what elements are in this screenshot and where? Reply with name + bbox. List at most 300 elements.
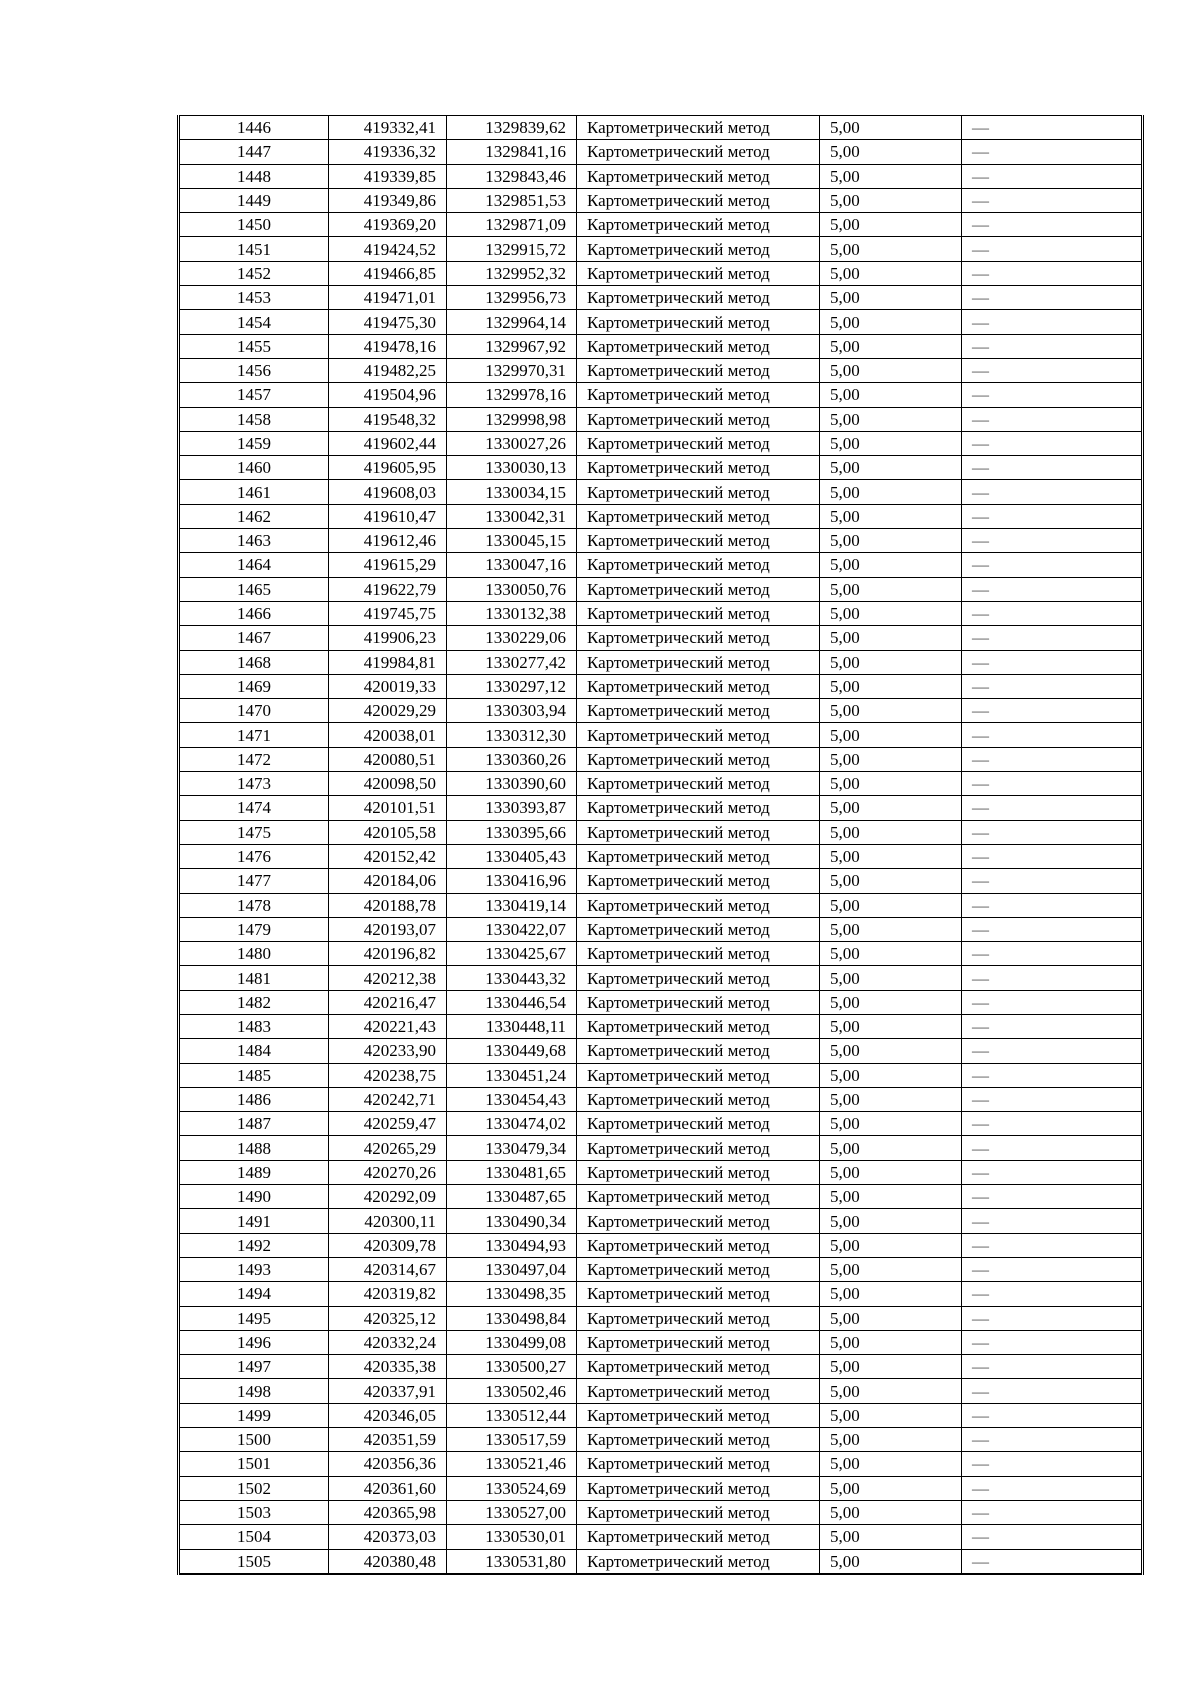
table-row xyxy=(179,1233,1143,1257)
method-cell: Картометрический метод xyxy=(577,844,820,868)
accuracy-cell: 5,00 xyxy=(820,942,962,966)
point-number-cell: 1481 xyxy=(179,966,329,990)
x-coordinate-cell: 420029,29 xyxy=(329,699,447,723)
description-cell: — xyxy=(962,1087,1143,1111)
x-coordinate-cell: 420221,43 xyxy=(329,1014,447,1038)
method-cell: Картометрический метод xyxy=(577,1136,820,1160)
method-cell: Картометрический метод xyxy=(577,699,820,723)
method-cell: Картометрический метод xyxy=(577,1403,820,1427)
point-number-cell: 1496 xyxy=(179,1330,329,1354)
method-cell: Картометрический метод xyxy=(577,1112,820,1136)
x-coordinate-cell: 419424,52 xyxy=(329,237,447,261)
table-row xyxy=(179,383,1143,407)
table-row xyxy=(179,553,1143,577)
table-row xyxy=(179,1330,1143,1354)
y-coordinate-cell: 1329952,32 xyxy=(447,261,577,285)
y-coordinate-cell: 1330277,42 xyxy=(447,650,577,674)
x-coordinate-cell: 420038,01 xyxy=(329,723,447,747)
accuracy-cell: 5,00 xyxy=(820,334,962,358)
y-coordinate-cell: 1330027,26 xyxy=(447,431,577,455)
accuracy-cell: 5,00 xyxy=(820,1087,962,1111)
x-coordinate-cell: 419612,46 xyxy=(329,529,447,553)
accuracy-cell: 5,00 xyxy=(820,1452,962,1476)
y-coordinate-cell: 1330446,54 xyxy=(447,990,577,1014)
accuracy-cell: 5,00 xyxy=(820,1257,962,1281)
x-coordinate-cell: 420356,36 xyxy=(329,1452,447,1476)
x-coordinate-cell: 420101,51 xyxy=(329,796,447,820)
method-cell: Картометрический метод xyxy=(577,213,820,237)
y-coordinate-cell: 1330030,13 xyxy=(447,456,577,480)
point-number-cell: 1460 xyxy=(179,456,329,480)
accuracy-cell: 5,00 xyxy=(820,237,962,261)
description-cell: — xyxy=(962,116,1143,140)
description-cell: — xyxy=(962,1282,1143,1306)
x-coordinate-cell: 420233,90 xyxy=(329,1039,447,1063)
accuracy-cell: 5,00 xyxy=(820,529,962,553)
description-cell: — xyxy=(962,796,1143,820)
table-row xyxy=(179,1014,1143,1038)
x-coordinate-cell: 420212,38 xyxy=(329,966,447,990)
table-row xyxy=(179,261,1143,285)
accuracy-cell: 5,00 xyxy=(820,699,962,723)
x-coordinate-cell: 420373,03 xyxy=(329,1525,447,1549)
point-number-cell: 1471 xyxy=(179,723,329,747)
description-cell: — xyxy=(962,188,1143,212)
method-cell: Картометрический метод xyxy=(577,577,820,601)
y-coordinate-cell: 1330422,07 xyxy=(447,917,577,941)
description-cell: — xyxy=(962,1379,1143,1403)
method-cell: Картометрический метод xyxy=(577,1282,820,1306)
table-row xyxy=(179,869,1143,893)
method-cell: Картометрический метод xyxy=(577,1330,820,1354)
point-number-cell: 1467 xyxy=(179,626,329,650)
description-cell: — xyxy=(962,1063,1143,1087)
description-cell: — xyxy=(962,310,1143,334)
method-cell: Картометрический метод xyxy=(577,407,820,431)
y-coordinate-cell: 1330132,38 xyxy=(447,601,577,625)
point-number-cell: 1458 xyxy=(179,407,329,431)
method-cell: Картометрический метод xyxy=(577,1087,820,1111)
accuracy-cell: 5,00 xyxy=(820,407,962,431)
y-coordinate-cell: 1329964,14 xyxy=(447,310,577,334)
table-row xyxy=(179,1087,1143,1111)
point-number-cell: 1462 xyxy=(179,504,329,528)
table-row xyxy=(179,504,1143,528)
table-row xyxy=(179,893,1143,917)
accuracy-cell: 5,00 xyxy=(820,1282,962,1306)
x-coordinate-cell: 419475,30 xyxy=(329,310,447,334)
method-cell: Картометрический метод xyxy=(577,796,820,820)
accuracy-cell: 5,00 xyxy=(820,1039,962,1063)
x-coordinate-cell: 419548,32 xyxy=(329,407,447,431)
point-number-cell: 1485 xyxy=(179,1063,329,1087)
method-cell: Картометрический метод xyxy=(577,1257,820,1281)
y-coordinate-cell: 1329978,16 xyxy=(447,383,577,407)
description-cell: — xyxy=(962,1257,1143,1281)
accuracy-cell: 5,00 xyxy=(820,626,962,650)
x-coordinate-cell: 420152,42 xyxy=(329,844,447,868)
method-cell: Картометрический метод xyxy=(577,237,820,261)
method-cell: Картометрический метод xyxy=(577,188,820,212)
description-cell: — xyxy=(962,723,1143,747)
y-coordinate-cell: 1330045,15 xyxy=(447,529,577,553)
method-cell: Картометрический метод xyxy=(577,1428,820,1452)
y-coordinate-cell: 1329967,92 xyxy=(447,334,577,358)
table-row xyxy=(179,310,1143,334)
description-cell: — xyxy=(962,553,1143,577)
method-cell: Картометрический метод xyxy=(577,164,820,188)
table-row xyxy=(179,844,1143,868)
table-row xyxy=(179,1185,1143,1209)
description-cell: — xyxy=(962,383,1143,407)
description-cell: — xyxy=(962,504,1143,528)
x-coordinate-cell: 419504,96 xyxy=(329,383,447,407)
table-row xyxy=(179,1209,1143,1233)
description-cell: — xyxy=(962,699,1143,723)
description-cell: — xyxy=(962,140,1143,164)
point-number-cell: 1446 xyxy=(179,116,329,140)
y-coordinate-cell: 1330502,46 xyxy=(447,1379,577,1403)
x-coordinate-cell: 420319,82 xyxy=(329,1282,447,1306)
y-coordinate-cell: 1330047,16 xyxy=(447,553,577,577)
accuracy-cell: 5,00 xyxy=(820,1476,962,1500)
x-coordinate-cell: 420265,29 xyxy=(329,1136,447,1160)
description-cell: — xyxy=(962,1355,1143,1379)
point-number-cell: 1469 xyxy=(179,674,329,698)
table-row xyxy=(179,699,1143,723)
method-cell: Картометрический метод xyxy=(577,893,820,917)
description-cell: — xyxy=(962,334,1143,358)
description-cell: — xyxy=(962,1403,1143,1427)
table-row xyxy=(179,213,1143,237)
description-cell: — xyxy=(962,286,1143,310)
y-coordinate-cell: 1329998,98 xyxy=(447,407,577,431)
point-number-cell: 1477 xyxy=(179,869,329,893)
accuracy-cell: 5,00 xyxy=(820,893,962,917)
description-cell: — xyxy=(962,844,1143,868)
method-cell: Картометрический метод xyxy=(577,140,820,164)
point-number-cell: 1491 xyxy=(179,1209,329,1233)
point-number-cell: 1453 xyxy=(179,286,329,310)
accuracy-cell: 5,00 xyxy=(820,1136,962,1160)
table-row xyxy=(179,237,1143,261)
point-number-cell: 1490 xyxy=(179,1185,329,1209)
accuracy-cell: 5,00 xyxy=(820,820,962,844)
x-coordinate-cell: 419622,79 xyxy=(329,577,447,601)
accuracy-cell: 5,00 xyxy=(820,1185,962,1209)
x-coordinate-cell: 419466,85 xyxy=(329,261,447,285)
accuracy-cell: 5,00 xyxy=(820,1355,962,1379)
point-number-cell: 1484 xyxy=(179,1039,329,1063)
table-row xyxy=(179,747,1143,771)
x-coordinate-cell: 419608,03 xyxy=(329,480,447,504)
description-cell: — xyxy=(962,529,1143,553)
table-row xyxy=(179,1403,1143,1427)
description-cell: — xyxy=(962,358,1143,382)
y-coordinate-cell: 1330454,43 xyxy=(447,1087,577,1111)
y-coordinate-cell: 1330360,26 xyxy=(447,747,577,771)
method-cell: Картометрический метод xyxy=(577,310,820,334)
point-number-cell: 1455 xyxy=(179,334,329,358)
description-cell: — xyxy=(962,213,1143,237)
point-number-cell: 1493 xyxy=(179,1257,329,1281)
method-cell: Картометрический метод xyxy=(577,1355,820,1379)
table-row xyxy=(179,334,1143,358)
point-number-cell: 1492 xyxy=(179,1233,329,1257)
accuracy-cell: 5,00 xyxy=(820,164,962,188)
y-coordinate-cell: 1329871,09 xyxy=(447,213,577,237)
table-row xyxy=(179,116,1143,140)
y-coordinate-cell: 1330490,34 xyxy=(447,1209,577,1233)
table-row xyxy=(179,917,1143,941)
accuracy-cell: 5,00 xyxy=(820,674,962,698)
point-number-cell: 1456 xyxy=(179,358,329,382)
method-cell: Картометрический метод xyxy=(577,431,820,455)
table-row xyxy=(179,164,1143,188)
point-number-cell: 1499 xyxy=(179,1403,329,1427)
description-cell: — xyxy=(962,237,1143,261)
description-cell: — xyxy=(962,674,1143,698)
y-coordinate-cell: 1330451,24 xyxy=(447,1063,577,1087)
table-row xyxy=(179,1039,1143,1063)
table-row xyxy=(179,1160,1143,1184)
y-coordinate-cell: 1330297,12 xyxy=(447,674,577,698)
table-row xyxy=(179,626,1143,650)
x-coordinate-cell: 420019,33 xyxy=(329,674,447,698)
y-coordinate-cell: 1330448,11 xyxy=(447,1014,577,1038)
y-coordinate-cell: 1329839,62 xyxy=(447,116,577,140)
y-coordinate-cell: 1329956,73 xyxy=(447,286,577,310)
description-cell: — xyxy=(962,990,1143,1014)
accuracy-cell: 5,00 xyxy=(820,1549,962,1574)
x-coordinate-cell: 420325,12 xyxy=(329,1306,447,1330)
x-coordinate-cell: 420259,47 xyxy=(329,1112,447,1136)
point-number-cell: 1459 xyxy=(179,431,329,455)
y-coordinate-cell: 1330443,32 xyxy=(447,966,577,990)
y-coordinate-cell: 1330474,02 xyxy=(447,1112,577,1136)
accuracy-cell: 5,00 xyxy=(820,1500,962,1524)
method-cell: Картометрический метод xyxy=(577,772,820,796)
method-cell: Картометрический метод xyxy=(577,334,820,358)
y-coordinate-cell: 1329843,46 xyxy=(447,164,577,188)
y-coordinate-cell: 1330498,35 xyxy=(447,1282,577,1306)
x-coordinate-cell: 420270,26 xyxy=(329,1160,447,1184)
description-cell: — xyxy=(962,1306,1143,1330)
y-coordinate-cell: 1330517,59 xyxy=(447,1428,577,1452)
accuracy-cell: 5,00 xyxy=(820,480,962,504)
y-coordinate-cell: 1330531,80 xyxy=(447,1549,577,1574)
method-cell: Картометрический метод xyxy=(577,1014,820,1038)
x-coordinate-cell: 419984,81 xyxy=(329,650,447,674)
point-number-cell: 1478 xyxy=(179,893,329,917)
x-coordinate-cell: 420216,47 xyxy=(329,990,447,1014)
point-number-cell: 1498 xyxy=(179,1379,329,1403)
x-coordinate-cell: 420184,06 xyxy=(329,869,447,893)
description-cell: — xyxy=(962,1476,1143,1500)
y-coordinate-cell: 1330050,76 xyxy=(447,577,577,601)
description-cell: — xyxy=(962,407,1143,431)
accuracy-cell: 5,00 xyxy=(820,577,962,601)
method-cell: Картометрический метод xyxy=(577,1233,820,1257)
x-coordinate-cell: 419482,25 xyxy=(329,358,447,382)
method-cell: Картометрический метод xyxy=(577,747,820,771)
y-coordinate-cell: 1330494,93 xyxy=(447,1233,577,1257)
point-number-cell: 1463 xyxy=(179,529,329,553)
method-cell: Картометрический метод xyxy=(577,626,820,650)
description-cell: — xyxy=(962,1233,1143,1257)
y-coordinate-cell: 1330479,34 xyxy=(447,1136,577,1160)
point-number-cell: 1476 xyxy=(179,844,329,868)
x-coordinate-cell: 420105,58 xyxy=(329,820,447,844)
table-row xyxy=(179,1112,1143,1136)
y-coordinate-cell: 1330419,14 xyxy=(447,893,577,917)
y-coordinate-cell: 1330034,15 xyxy=(447,480,577,504)
method-cell: Картометрический метод xyxy=(577,1476,820,1500)
accuracy-cell: 5,00 xyxy=(820,650,962,674)
accuracy-cell: 5,00 xyxy=(820,188,962,212)
table-row xyxy=(179,286,1143,310)
x-coordinate-cell: 420335,38 xyxy=(329,1355,447,1379)
x-coordinate-cell: 420238,75 xyxy=(329,1063,447,1087)
method-cell: Картометрический метод xyxy=(577,966,820,990)
method-cell: Картометрический метод xyxy=(577,116,820,140)
x-coordinate-cell: 419610,47 xyxy=(329,504,447,528)
method-cell: Картометрический метод xyxy=(577,990,820,1014)
x-coordinate-cell: 420361,60 xyxy=(329,1476,447,1500)
description-cell: — xyxy=(962,893,1143,917)
y-coordinate-cell: 1330042,31 xyxy=(447,504,577,528)
description-cell: — xyxy=(962,1500,1143,1524)
accuracy-cell: 5,00 xyxy=(820,1160,962,1184)
accuracy-cell: 5,00 xyxy=(820,456,962,480)
table-row xyxy=(179,1257,1143,1281)
table-row xyxy=(179,480,1143,504)
description-cell: — xyxy=(962,1209,1143,1233)
x-coordinate-cell: 419336,32 xyxy=(329,140,447,164)
accuracy-cell: 5,00 xyxy=(820,553,962,577)
point-number-cell: 1447 xyxy=(179,140,329,164)
point-number-cell: 1488 xyxy=(179,1136,329,1160)
description-cell: — xyxy=(962,626,1143,650)
table-row xyxy=(179,1500,1143,1524)
method-cell: Картометрический метод xyxy=(577,480,820,504)
method-cell: Картометрический метод xyxy=(577,504,820,528)
point-number-cell: 1502 xyxy=(179,1476,329,1500)
accuracy-cell: 5,00 xyxy=(820,1063,962,1087)
table-row xyxy=(179,1355,1143,1379)
method-cell: Картометрический метод xyxy=(577,650,820,674)
accuracy-cell: 5,00 xyxy=(820,1428,962,1452)
description-cell: — xyxy=(962,1014,1143,1038)
point-number-cell: 1466 xyxy=(179,601,329,625)
description-cell: — xyxy=(962,1330,1143,1354)
description-cell: — xyxy=(962,1039,1143,1063)
point-number-cell: 1495 xyxy=(179,1306,329,1330)
description-cell: — xyxy=(962,820,1143,844)
table-row xyxy=(179,1379,1143,1403)
x-coordinate-cell: 419349,86 xyxy=(329,188,447,212)
table-row xyxy=(179,650,1143,674)
method-cell: Картометрический метод xyxy=(577,1452,820,1476)
point-number-cell: 1454 xyxy=(179,310,329,334)
method-cell: Картометрический метод xyxy=(577,1525,820,1549)
y-coordinate-cell: 1330416,96 xyxy=(447,869,577,893)
x-coordinate-cell: 420351,59 xyxy=(329,1428,447,1452)
point-number-cell: 1494 xyxy=(179,1282,329,1306)
method-cell: Картометрический метод xyxy=(577,1306,820,1330)
description-cell: — xyxy=(962,1136,1143,1160)
x-coordinate-cell: 419615,29 xyxy=(329,553,447,577)
description-cell: — xyxy=(962,942,1143,966)
method-cell: Картометрический метод xyxy=(577,917,820,941)
table-row xyxy=(179,674,1143,698)
accuracy-cell: 5,00 xyxy=(820,358,962,382)
accuracy-cell: 5,00 xyxy=(820,1112,962,1136)
point-number-cell: 1486 xyxy=(179,1087,329,1111)
accuracy-cell: 5,00 xyxy=(820,431,962,455)
table-row xyxy=(179,529,1143,553)
table-row xyxy=(179,1452,1143,1476)
accuracy-cell: 5,00 xyxy=(820,261,962,285)
accuracy-cell: 5,00 xyxy=(820,990,962,1014)
description-cell: — xyxy=(962,1428,1143,1452)
y-coordinate-cell: 1330405,43 xyxy=(447,844,577,868)
table-body xyxy=(179,116,1143,1574)
accuracy-cell: 5,00 xyxy=(820,747,962,771)
table-row xyxy=(179,456,1143,480)
method-cell: Картометрический метод xyxy=(577,1379,820,1403)
x-coordinate-cell: 420196,82 xyxy=(329,942,447,966)
x-coordinate-cell: 420300,11 xyxy=(329,1209,447,1233)
description-cell: — xyxy=(962,869,1143,893)
accuracy-cell: 5,00 xyxy=(820,601,962,625)
accuracy-cell: 5,00 xyxy=(820,796,962,820)
method-cell: Картометрический метод xyxy=(577,601,820,625)
point-number-cell: 1505 xyxy=(179,1549,329,1574)
y-coordinate-cell: 1329970,31 xyxy=(447,358,577,382)
method-cell: Картометрический метод xyxy=(577,286,820,310)
table-row xyxy=(179,1428,1143,1452)
x-coordinate-cell: 420098,50 xyxy=(329,772,447,796)
table-row xyxy=(179,942,1143,966)
point-number-cell: 1483 xyxy=(179,1014,329,1038)
description-cell: — xyxy=(962,1112,1143,1136)
method-cell: Картометрический метод xyxy=(577,942,820,966)
x-coordinate-cell: 419339,85 xyxy=(329,164,447,188)
description-cell: — xyxy=(962,577,1143,601)
x-coordinate-cell: 420380,48 xyxy=(329,1549,447,1574)
y-coordinate-cell: 1330498,84 xyxy=(447,1306,577,1330)
point-number-cell: 1470 xyxy=(179,699,329,723)
description-cell: — xyxy=(962,261,1143,285)
description-cell: — xyxy=(962,1525,1143,1549)
method-cell: Картометрический метод xyxy=(577,674,820,698)
table-row xyxy=(179,577,1143,601)
y-coordinate-cell: 1329841,16 xyxy=(447,140,577,164)
method-cell: Картометрический метод xyxy=(577,820,820,844)
table-row xyxy=(179,358,1143,382)
table-row xyxy=(179,407,1143,431)
table-row xyxy=(179,1063,1143,1087)
point-number-cell: 1457 xyxy=(179,383,329,407)
y-coordinate-cell: 1330390,60 xyxy=(447,772,577,796)
x-coordinate-cell: 419332,41 xyxy=(329,116,447,140)
y-coordinate-cell: 1330527,00 xyxy=(447,1500,577,1524)
x-coordinate-cell: 420193,07 xyxy=(329,917,447,941)
point-number-cell: 1465 xyxy=(179,577,329,601)
x-coordinate-cell: 419906,23 xyxy=(329,626,447,650)
method-cell: Картометрический метод xyxy=(577,1209,820,1233)
